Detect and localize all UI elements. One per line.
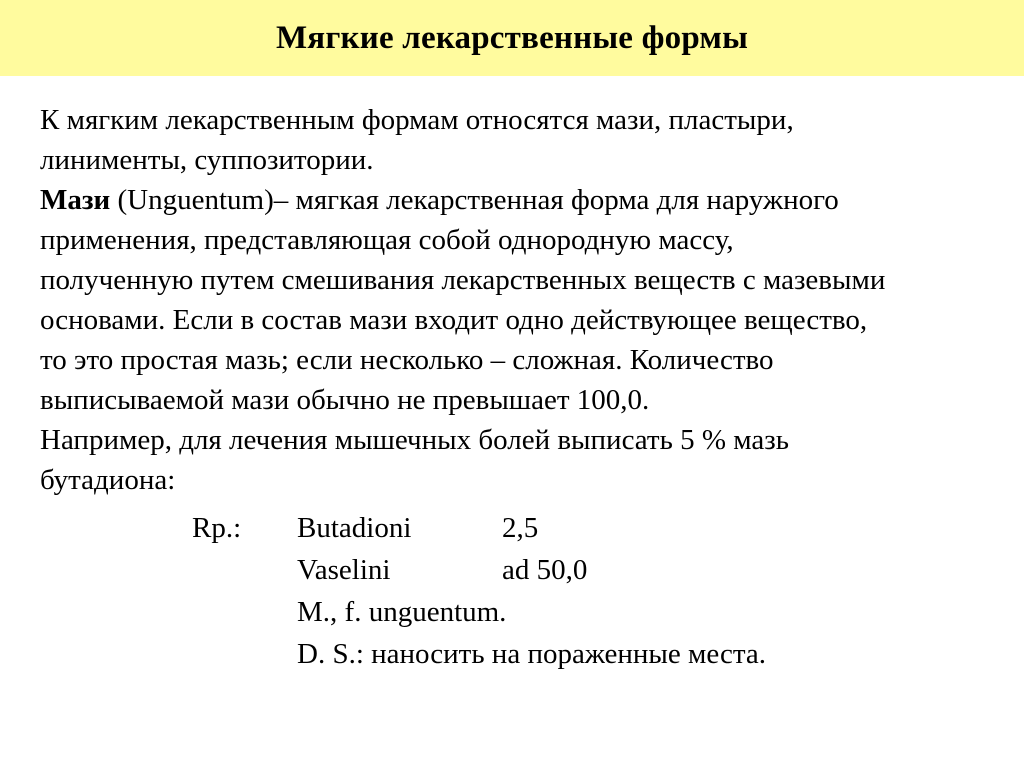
body-line-8: выписываемой мази обычно не превышает 100,0. <box>40 384 650 416</box>
definition-start: (Unguentum)– мягкая лекарственная форма для наружного <box>110 184 839 216</box>
body-line-3 <box>40 180 1024 220</box>
body-line-5: полученную путем смешивания лекарственных веществ с мазевыми <box>40 264 886 296</box>
mix-line: M., f. unguentum. <box>297 596 507 628</box>
signa-line: D. S.: наносить на пораженные места. <box>297 638 766 670</box>
rp-label: Rp.: <box>192 512 242 544</box>
body-text <box>40 100 1024 500</box>
body-line-9: Например, для лечения мышечных болей выписать 5 % мазь <box>40 424 789 456</box>
title-bar <box>0 0 1024 76</box>
ingredient-1-amount: 2,5 <box>502 512 539 544</box>
ingredient-1-name: Butadioni <box>297 512 412 544</box>
body-line-10: бутадиона: <box>40 464 176 496</box>
ingredient-2-amount: ad 50,0 <box>502 554 588 586</box>
body-line-2: линименты, суппозитории. <box>40 144 374 176</box>
body-line-7: то это простая мазь; если несколько – сложная. Количество <box>40 344 774 376</box>
page-title: Мягкие лекарственные формы <box>275 19 749 56</box>
body-line-1: К мягким лекарственным формам относятся мази, пластыри, <box>40 104 794 136</box>
term-mazi: Мази <box>40 184 111 216</box>
body-line-6: основами. Если в состав мази входит одно действующее вещество, <box>40 304 868 336</box>
ingredient-2-name: Vaselini <box>297 554 391 586</box>
body-line-4: применения, представляющая собой однородную массу, <box>40 224 734 256</box>
